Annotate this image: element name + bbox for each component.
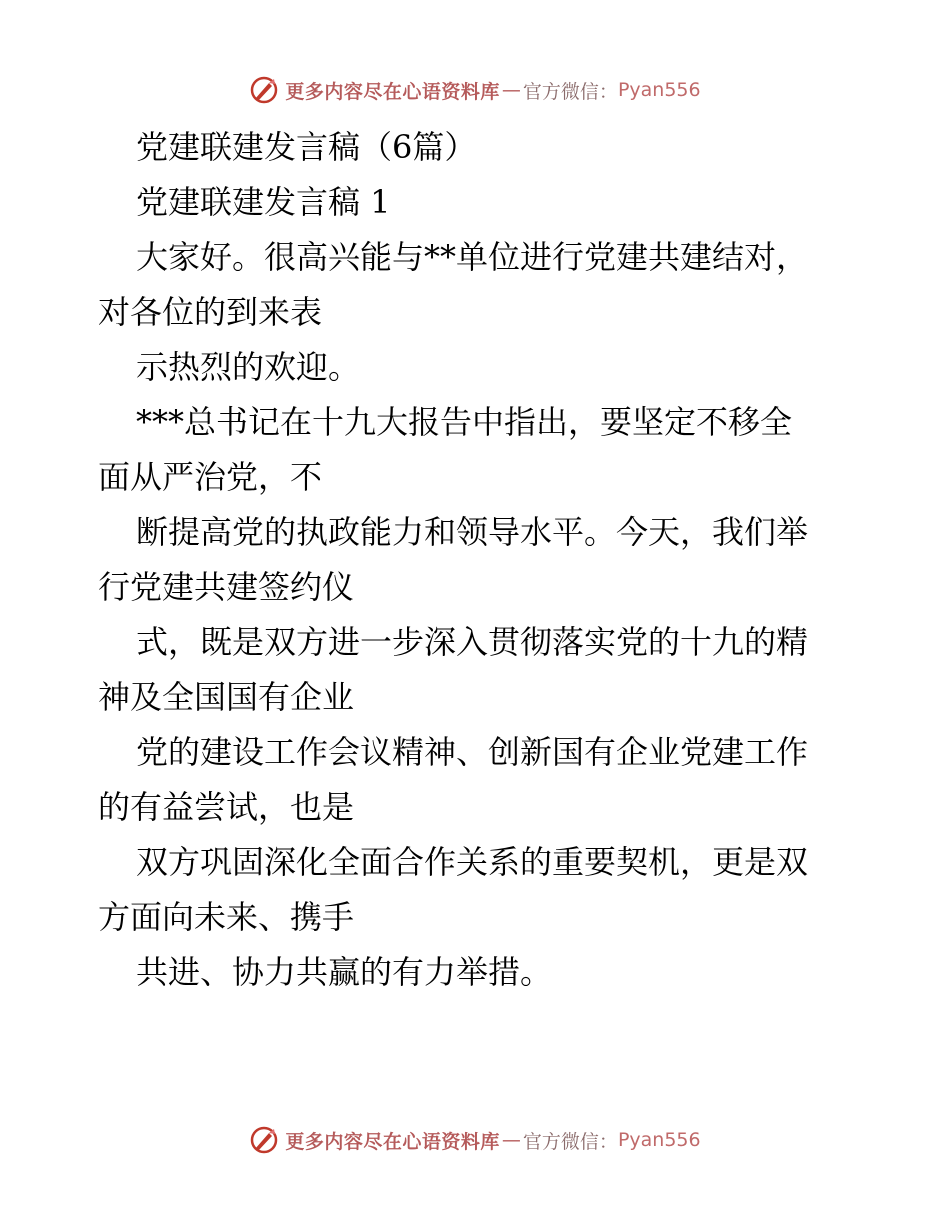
quill-logo-icon <box>249 1125 279 1155</box>
watermark-slogan: 更多内容尽在心语资料库 <box>285 1130 500 1153</box>
watermark-wechat-label: 官方微信： <box>522 80 618 103</box>
watermark-wechat-id: Pyan556 <box>617 1129 701 1151</box>
watermark-wechat-label: 官方微信： <box>522 1130 618 1153</box>
watermark-dash: — <box>501 1129 521 1151</box>
paragraph-line: 大家好。很高兴能与**单位进行党建共建结对， <box>136 238 809 276</box>
section-heading: 党建联建发言稿 1 <box>136 183 391 221</box>
paragraph-line: ***总书记在十九大报告中指出，要坚定不移全 <box>136 403 793 441</box>
paragraph-line: 行党建共建签约仪 <box>98 568 355 606</box>
paragraph-line: 式，既是双方进一步深入贯彻落实党的十九的精 <box>136 623 809 661</box>
paragraph-line: 方面向未来、携手 <box>98 898 355 936</box>
watermark-slogan: 更多内容尽在心语资料库 <box>285 80 500 103</box>
paragraph-line: 神及全国国有企业 <box>98 678 355 716</box>
paragraph-line: 双方巩固深化全面合作关系的重要契机，更是双 <box>136 843 809 881</box>
paragraph-line: 面从严治党，不 <box>98 458 323 496</box>
watermark-wechat-id: Pyan556 <box>617 79 701 101</box>
paragraph-line: 的有益尝试，也是 <box>98 788 355 826</box>
paragraph-line: 对各位的到来表 <box>98 293 323 331</box>
watermark-dash: — <box>501 79 521 101</box>
quill-logo-icon <box>249 75 279 105</box>
header-watermark <box>0 70 950 110</box>
paragraph-line: 示热烈的欢迎。 <box>136 348 361 386</box>
document-title: 党建联建发言稿（6篇） <box>136 128 477 166</box>
paragraph-line: 共进、协力共赢的有力举措。 <box>136 953 553 991</box>
document-body <box>98 120 858 1000</box>
paragraph-line: 党的建设工作会议精神、创新国有企业党建工作 <box>136 733 809 771</box>
footer-watermark <box>0 1120 950 1160</box>
paragraph-line: 断提高党的执政能力和领导水平。今天，我们举 <box>136 513 809 551</box>
